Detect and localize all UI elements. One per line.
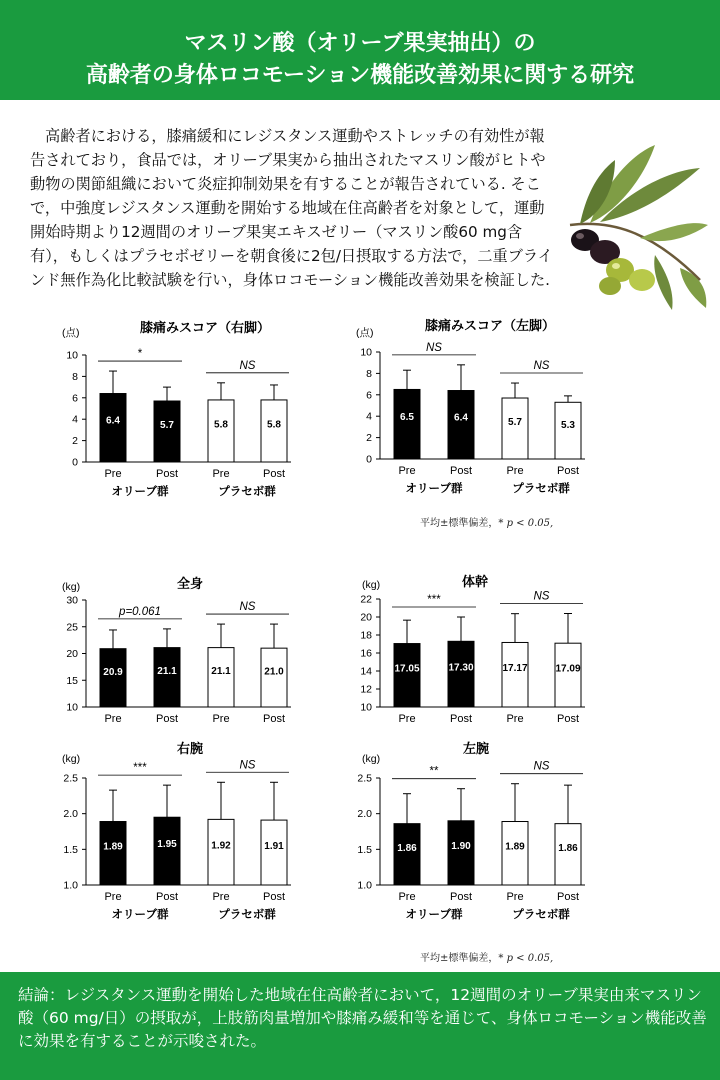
- y-tick-label: 6: [366, 389, 372, 402]
- significance-label: *: [137, 348, 143, 361]
- x-tick-label: Pre: [398, 891, 416, 903]
- x-tick-label: Pre: [104, 891, 122, 903]
- bar-value-label: 6.5: [400, 411, 414, 423]
- group-label-olive: オリーブ群: [111, 909, 169, 921]
- bar-value-label: 1.89: [103, 841, 123, 853]
- y-tick-label: 10: [66, 349, 78, 362]
- x-tick-label: Post: [449, 465, 473, 477]
- bar-value-label: 1.89: [505, 841, 525, 853]
- y-axis-unit: (点): [356, 327, 374, 339]
- x-tick-label: Pre: [104, 713, 122, 725]
- y-tick-label: 1.0: [357, 879, 372, 892]
- bar-value-label: 21.0: [264, 666, 284, 678]
- bar-value-label: 5.7: [160, 420, 174, 432]
- placebo-bar: [261, 648, 287, 707]
- chart-title: 左腕: [462, 741, 490, 756]
- conclusion-text: 結論：レジスタンス運動を開始した地域在住高齢者において，12週間のオリーブ果実由来マスリン酸（60 mg/日）の摂取が，上肢筋肉量増加や膝痛み緩和等を通じて、身体ロコモーション機能改善に効果を有することが示唆された。: [18, 986, 707, 1050]
- y-tick-label: 25: [66, 621, 78, 634]
- y-tick-label: 12: [360, 683, 372, 696]
- bar-value-label: 17.09: [555, 663, 581, 675]
- y-tick-label: 2: [366, 432, 372, 445]
- knee-right-chart: [62, 320, 291, 498]
- y-tick-label: 2.5: [357, 772, 372, 785]
- left-arm-chart: [357, 741, 585, 921]
- bar-value-label: 1.86: [397, 842, 417, 854]
- x-tick-label: Pre: [104, 468, 122, 480]
- placebo-bar: [261, 400, 287, 462]
- significance-label: ***: [427, 594, 441, 606]
- bar-value-label: 1.95: [157, 838, 177, 850]
- bar-value-label: 6.4: [106, 415, 120, 427]
- y-tick-label: 2.5: [63, 772, 78, 785]
- y-axis-unit: (kg): [62, 753, 81, 765]
- significance-label: NS: [239, 601, 256, 614]
- title-line-1: マスリン酸（オリーブ果実抽出）の: [184, 31, 536, 56]
- olive-bar: [448, 821, 474, 885]
- y-tick-label: 10: [360, 701, 372, 714]
- x-tick-label: Post: [556, 891, 580, 903]
- group-label-placebo: プラセボ群: [512, 483, 570, 495]
- bar-value-label: 20.9: [103, 666, 123, 678]
- x-tick-label: Pre: [212, 891, 230, 903]
- significance-label: NS: [533, 590, 550, 603]
- x-tick-label: Post: [155, 713, 179, 725]
- y-tick-label: 16: [360, 647, 372, 660]
- olive-bar: [448, 641, 474, 707]
- y-tick-label: 20: [360, 611, 372, 624]
- bar-value-label: 1.86: [558, 842, 578, 854]
- trunk-chart: [360, 574, 585, 725]
- y-tick-label: 8: [72, 370, 78, 383]
- significance-label: NS: [239, 359, 256, 372]
- x-tick-label: Pre: [506, 465, 524, 477]
- placebo-bar: [208, 648, 234, 707]
- group-label-olive: オリーブ群: [405, 909, 463, 921]
- bar-value-label: 17.17: [502, 662, 528, 674]
- y-axis-unit: (kg): [362, 579, 381, 591]
- significance-label: NS: [533, 760, 550, 773]
- y-tick-label: 15: [66, 674, 78, 687]
- note-mean-sd-2: 平均±標準偏差，: [420, 953, 499, 964]
- x-tick-label: Pre: [212, 468, 230, 480]
- y-tick-label: 2.0: [63, 808, 78, 821]
- significance-label: NS: [426, 341, 442, 354]
- bar-value-label: 1.92: [211, 840, 231, 852]
- significance-label: NS: [533, 360, 550, 373]
- x-tick-label: Post: [556, 713, 580, 725]
- olive-bar: [100, 822, 126, 885]
- whole-body-chart: [62, 576, 291, 725]
- x-tick-label: Post: [262, 891, 286, 903]
- placebo-bar: [502, 642, 528, 707]
- y-tick-label: 6: [72, 392, 78, 405]
- olive-bar: [448, 391, 474, 459]
- y-tick-label: 20: [66, 648, 78, 660]
- conclusion-banner: [0, 972, 720, 1080]
- bar-value-label: 21.1: [211, 666, 231, 678]
- placebo-bar: [208, 819, 234, 885]
- y-tick-label: 22: [360, 593, 372, 606]
- chart-title: 全身: [176, 576, 204, 591]
- placebo-bar: [261, 820, 287, 885]
- y-tick-label: 4: [366, 410, 372, 423]
- knee-left-chart: [356, 318, 585, 495]
- bar-value-label: 5.7: [508, 417, 522, 429]
- y-tick-label: 0: [72, 456, 78, 469]
- x-tick-label: Pre: [506, 713, 524, 725]
- x-tick-label: Pre: [398, 713, 416, 725]
- x-tick-label: Post: [449, 891, 473, 903]
- chart-title: 右腕: [176, 741, 204, 756]
- group-label-placebo: プラセボ群: [218, 909, 276, 921]
- x-tick-label: Post: [155, 468, 179, 480]
- y-tick-label: 18: [360, 629, 372, 642]
- x-tick-label: Post: [262, 713, 286, 725]
- bar-value-label: 21.1: [157, 666, 177, 678]
- olive-bar: [394, 644, 420, 707]
- y-tick-label: 1.5: [63, 843, 78, 856]
- y-axis-unit: (点): [62, 327, 80, 339]
- title-line-2: 高齢者の身体ロコモーション機能改善効果に関する研究: [85, 63, 635, 88]
- right-arm-chart: [62, 741, 291, 921]
- significance-label: NS: [239, 759, 256, 772]
- y-tick-label: 1.5: [357, 843, 372, 856]
- y-tick-label: 2.0: [357, 808, 372, 821]
- bar-value-label: 5.8: [214, 419, 228, 431]
- note-p-2: * p < 0.05,: [498, 953, 554, 964]
- bar-value-label: 6.4: [454, 412, 468, 424]
- y-axis-unit: (kg): [362, 753, 381, 765]
- stats-note-top: [420, 514, 553, 529]
- y-tick-label: 0: [366, 453, 372, 466]
- y-tick-label: 2: [72, 435, 78, 448]
- intro-paragraph: 高齢者における，膝痛緩和にレジスタンス運動やストレッチの有効性が報告されており，食品では，オリーブ果実から抽出されたマスリン酸がヒトや動物の関節組織において炎症抑制効果を有することが報告されている. そこで，中強度レジスタンス運動を開始する地域在住高齢者を対象として，運動開始時期より12週間のオリーブ果実エキスゼリー（マスリン酸60 mg含有），もしくはプラセボゼリーを朝食後に2包/日摂取する方法で，二重ブラインド無作為化比較試験を行い，身体ロコモーション機能改善効果を検証した.: [30, 127, 553, 289]
- olive-bar: [154, 401, 180, 462]
- y-tick-label: 30: [66, 594, 78, 607]
- bar-value-label: 5.3: [561, 419, 575, 431]
- x-tick-label: Post: [556, 465, 580, 477]
- x-tick-label: Post: [155, 891, 179, 903]
- chart-title: 膝痛みスコア（右脚）: [139, 320, 271, 335]
- chart-title: 体幹: [461, 574, 489, 589]
- group-label-placebo: プラセボ群: [512, 909, 570, 921]
- x-tick-label: Pre: [212, 713, 230, 725]
- olive-bar: [394, 389, 420, 459]
- y-tick-label: 14: [360, 665, 372, 678]
- chart-title: 膝痛みスコア（左脚）: [424, 318, 556, 333]
- placebo-bar: [208, 400, 234, 462]
- bar-value-label: 5.8: [267, 419, 281, 431]
- placebo-bar: [502, 822, 528, 885]
- group-label-olive: オリーブ群: [405, 483, 463, 495]
- y-axis-unit: (kg): [62, 581, 81, 593]
- bar-value-label: 17.30: [448, 662, 474, 674]
- olive-bar: [154, 648, 180, 707]
- y-tick-label: 8: [366, 367, 372, 380]
- stats-note-bottom: [420, 949, 553, 964]
- x-tick-label: Pre: [506, 891, 524, 903]
- significance-label: p=0.061: [119, 605, 161, 618]
- y-tick-label: 10: [360, 346, 372, 359]
- group-label-olive: オリーブ群: [111, 486, 169, 498]
- bar-value-label: 1.91: [264, 840, 284, 852]
- note-mean-sd: 平均±標準偏差，: [420, 518, 499, 529]
- significance-label: **: [429, 765, 439, 778]
- olive-bar: [100, 394, 126, 462]
- y-tick-label: 10: [66, 701, 78, 714]
- placebo-bar: [555, 643, 581, 707]
- group-label-placebo: プラセボ群: [218, 486, 276, 498]
- olive-bar: [154, 817, 180, 885]
- bar-value-label: 1.90: [451, 841, 471, 853]
- x-tick-label: Post: [262, 468, 286, 480]
- note-p: * p < 0.05,: [498, 518, 554, 529]
- y-tick-label: 4: [72, 413, 78, 426]
- placebo-bar: [555, 824, 581, 885]
- x-tick-label: Post: [449, 713, 473, 725]
- significance-label: ***: [133, 762, 147, 775]
- y-tick-label: 1.0: [63, 879, 78, 892]
- x-tick-label: Pre: [398, 465, 416, 477]
- bar-value-label: 17.05: [394, 663, 420, 675]
- olive-bar: [394, 824, 420, 885]
- placebo-bar: [502, 398, 528, 459]
